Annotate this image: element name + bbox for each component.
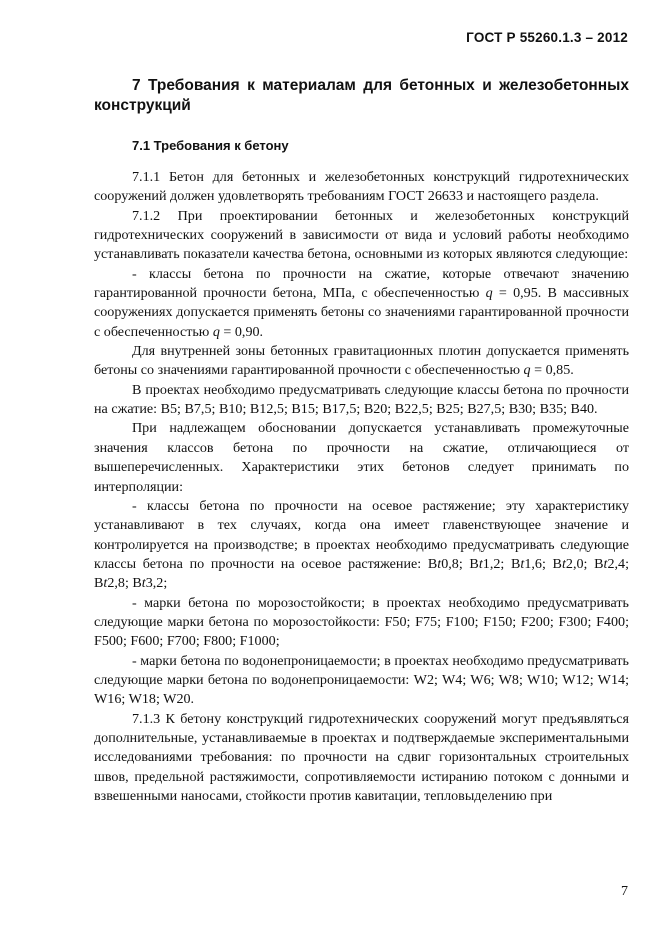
text-run: 3,2; <box>145 575 168 592</box>
text-run: 2,0; В <box>565 555 604 572</box>
text-run: 0,8; В <box>441 555 479 572</box>
paragraph <box>94 168 629 207</box>
italic-symbol: q <box>212 323 220 340</box>
text-run: 7.1.1 Бетон для бетонных и железобетонных конструкций гидротехнических сооружений должен удовлетворять требованиям ГОСТ 26633 и настоящего раздела. <box>94 169 629 205</box>
italic-symbol: q <box>485 285 493 302</box>
text-run: 2,4; В <box>94 555 629 592</box>
text-run: 7.1.2 При проектировании бетонных и железобетонных конструкций гидротехнических сооружений в зависимости от вида и условий работы необходимо устанавливать показатели качества бетона, основными из которых являются следующие: <box>94 207 629 263</box>
text-run: 2,8; В <box>107 575 142 592</box>
paragraph <box>94 652 629 710</box>
text-run: = 0,85. <box>530 362 574 379</box>
subsection-title: 7.1 Требования к бетону <box>132 138 289 153</box>
text-run: В проектах необходимо предусматривать следующие классы бетона по прочности на сжатие: В5; В7,5; В10; В12,5; В15; В17,5; В20; В22,5; В25; В27,5; В30; В35; В40. <box>94 381 629 418</box>
italic-symbol: t <box>103 575 108 592</box>
text-run: - марки бетона по водонепроницаемости; в проектах необходимо предусматривать следующие марки бетона по водонепроницаемости: W2; W4; W6; W8; W10; W12; W14; W16; W18; W20. <box>94 652 629 708</box>
paragraph <box>94 419 629 496</box>
text-run: - классы бетона по прочности на сжатие, которые отвечают значению гарантированной прочности бетона, МПа, с обеспеченностью <box>94 265 629 302</box>
paragraph <box>94 594 629 652</box>
document-code-header: ГОСТ Р 55260.1.3 – 2012 <box>466 30 628 45</box>
italic-symbol: q <box>523 362 531 379</box>
section-title: 7 Требования к материалам для бетонных и железобетонных конструкций <box>94 77 629 114</box>
paragraph <box>94 381 629 420</box>
paragraphs-container <box>94 168 629 806</box>
paragraph <box>94 207 629 265</box>
italic-symbol: t <box>603 555 608 572</box>
text-run: 1,6; В <box>524 555 562 572</box>
page-content <box>94 76 629 806</box>
text-run: Для внутренней зоны бетонных гравитационных плотин допускается применять бетоны со значениями гарантированной прочности с обеспеченностью <box>94 343 629 379</box>
page-number: 7 <box>621 884 628 899</box>
text-run: = 0,95. В массивных сооружениях допускается применять бетоны со значениями гарантированной прочности с обеспеченностью <box>94 285 629 340</box>
italic-symbol: t <box>437 555 442 572</box>
italic-symbol: t <box>561 555 566 572</box>
paragraph <box>94 265 629 342</box>
italic-symbol: t <box>141 575 146 592</box>
italic-symbol: t <box>478 555 483 572</box>
italic-symbol: t <box>520 555 525 572</box>
text-run: = 0,90. <box>219 323 264 340</box>
paragraph <box>94 497 629 594</box>
paragraph <box>94 342 629 381</box>
text-run: 1,2; В <box>482 555 521 572</box>
paragraph <box>94 710 629 807</box>
text-run: - марки бетона по морозостойкости; в проектах необходимо предусматривать следующие марки бетона по морозостойкости: F50; F75; F100; F150; F200; F300; F400; F500; F600; F700; F800; F1000; <box>94 594 629 650</box>
text-run: - классы бетона по прочности на осевое растяжение; эту характеристику устанавливают в тех случаях, когда она имеет главенствующее значение и контролируется на производстве; в проектах необходимо предусматривать следующие классы бетона по прочности на осевое растяжение: В <box>94 497 629 572</box>
text-run: 7.1.3 К бетону конструкций гидротехнических сооружений могут предъявляться дополнительные, устанавливаемые в проектах и подтверждаемые экспериментальными исследованиями требования: по прочности на сдвиг горизонтальных строительных швов, предельной растяжимости, сопротивляемости истиранию потоком с донными и взвешенными наносами, стойкости против кавитации, тепловыделению при <box>94 710 629 804</box>
text-run: При надлежащем обосновании допускается устанавливать промежуточные значения классов бетона по прочности на сжатие, отличающиеся от вышеперечисленных. Характеристики этих бетонов следует принимать по интерполяции: <box>94 420 629 495</box>
